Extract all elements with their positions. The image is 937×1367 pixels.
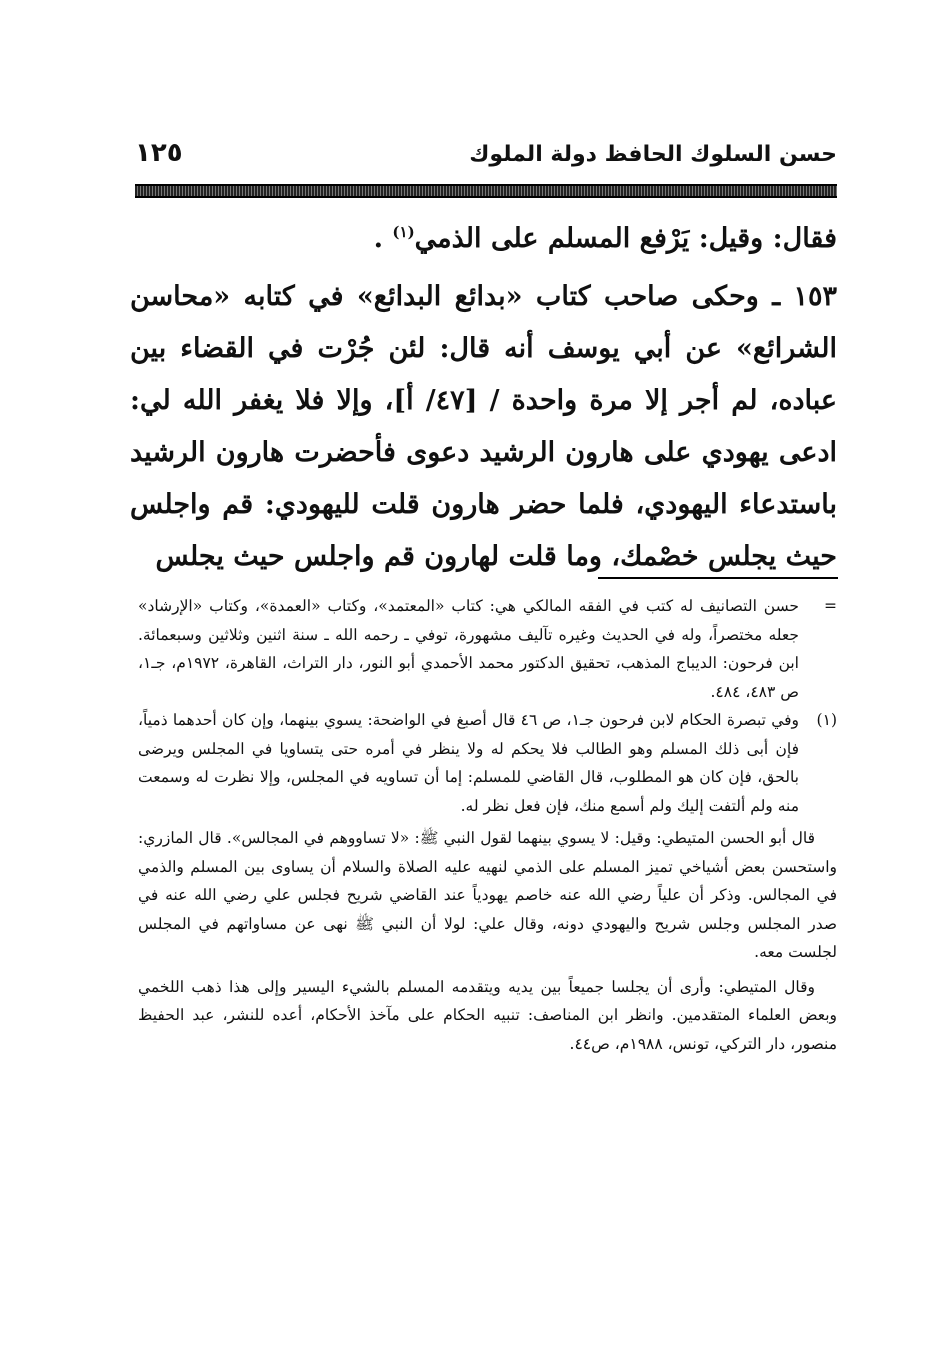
continued-text-end: . [373, 223, 393, 254]
continued-text: فقال: وقيل: يَرْفع المسلم على الذمي [414, 223, 837, 254]
footnote-1-paragraph-2: قال أبو الحسن المتيطي: وقيل: لا يسوي بينهما لقول النبي ﷺ: «لا تساووهم في المجالس». قال المازري: واستحسن بعض أشياخي تميز المسلم على الذمي لنهيه عليه الصلاة والسلام أن يساوى بين المسلم والذمي في المجالس. وذكر أن علياً رضي الله عنه خاصم يهودياً عند القاضي شريح فجلس علي رضي الله عنه في صدر المجلس وجلس شريح واليهودي دونه، وقال علي: لولا أن النبي ﷺ نهى عن مساواتهم في المجلس لجلست معه. [138, 829, 837, 961]
footnote-1 [138, 706, 837, 820]
footnote-continuation-marker: = [824, 597, 837, 615]
footnote-1-paragraph-3: وقال المتيطي: وأرى أن يجلسا جميعاً بين يديه ويتقدمه المسلم بالشيء اليسير وإلى هذا ذهب اللخمي وبعض العلماء المتقدمين. وانظر ابن المناصف: تنبيه الحكام على مآخذ الأحكام، أعده للنشر، عبد الحفيظ منصور، دار التركي، تونس، ١٩٨٨م، ص٤٤. [138, 977, 837, 1053]
page-number: ١٢٥ [135, 138, 183, 168]
footnotes [138, 592, 837, 1058]
running-title: حسن السلوك الحافظ دولة الملوك [469, 142, 837, 167]
page-header [135, 138, 837, 182]
footnote-separator [598, 577, 838, 579]
footnote-1-text: وفي تبصرة الحكام لابن فرحون جـ١، ص ٤٦ قال أصبغ في الواضحة: يسوي بينهما، وإن كان أحدهما ذمياً، فإن أبى ذلك المسلم وهو الطالب فلا يحكم له ولا ينظر في أمره حتى يتساويا في المجلس ويرضى بالحق، فإن كان هو المطلوب، قال القاضي للمسلم: إما أن تساويه في المجلس، وإلا نظرت له وسمعت منه ولم ألتفت إليك ولم أسمع منك، فإن فعل نظر له. [138, 711, 800, 815]
main-text [130, 206, 837, 583]
footnote-continuation [138, 592, 837, 706]
continued-paragraph [130, 206, 837, 265]
footnote-continuation-text: حسن التصانيف له كتب في الفقه المالكي هي: كتاب «المعتمد»، وكتاب «العمدة»، وكتاب «الإرشاد» جعله مختصراً، وله في الحديث وغيره تآليف مشهورة، توفي ـ رحمه الله ـ سنة اثنين وثلاثين وسبعمائة. ابن فرحون: الديباج المذهب، تحقيق الدكتور محمد الأحمدي أبو النور، دار التراث، القاهرة، ١٩٧٢م، جـ١، ص ٤٨٣، ٤٨٤. [138, 597, 799, 701]
footnote-reference: (١) [392, 223, 415, 241]
header-rule [135, 184, 837, 198]
footnote-1-marker: (١) [816, 711, 837, 729]
paragraph-153: ١٥٣ ـ وحكى صاحب كتاب «بدائع البدائع» في كتابه «محاسن الشرائع» عن أبي يوسف أنه قال: لئن جُرْت في القضاء بين عباده، لم أجر إلا مرة واحدة / [٤٧/ أ]، وإلا فلا يغفر الله لي: ادعى يهودي على هارون الرشيد دعوى فأحضرت هارون الرشيد باستدعاء اليهودي، فلما حضر هارون قلت لليهودي: قم واجلس حيث يجلس خصْمك، وما قلت لهارون قم واجلس حيث يجلس [130, 281, 837, 572]
